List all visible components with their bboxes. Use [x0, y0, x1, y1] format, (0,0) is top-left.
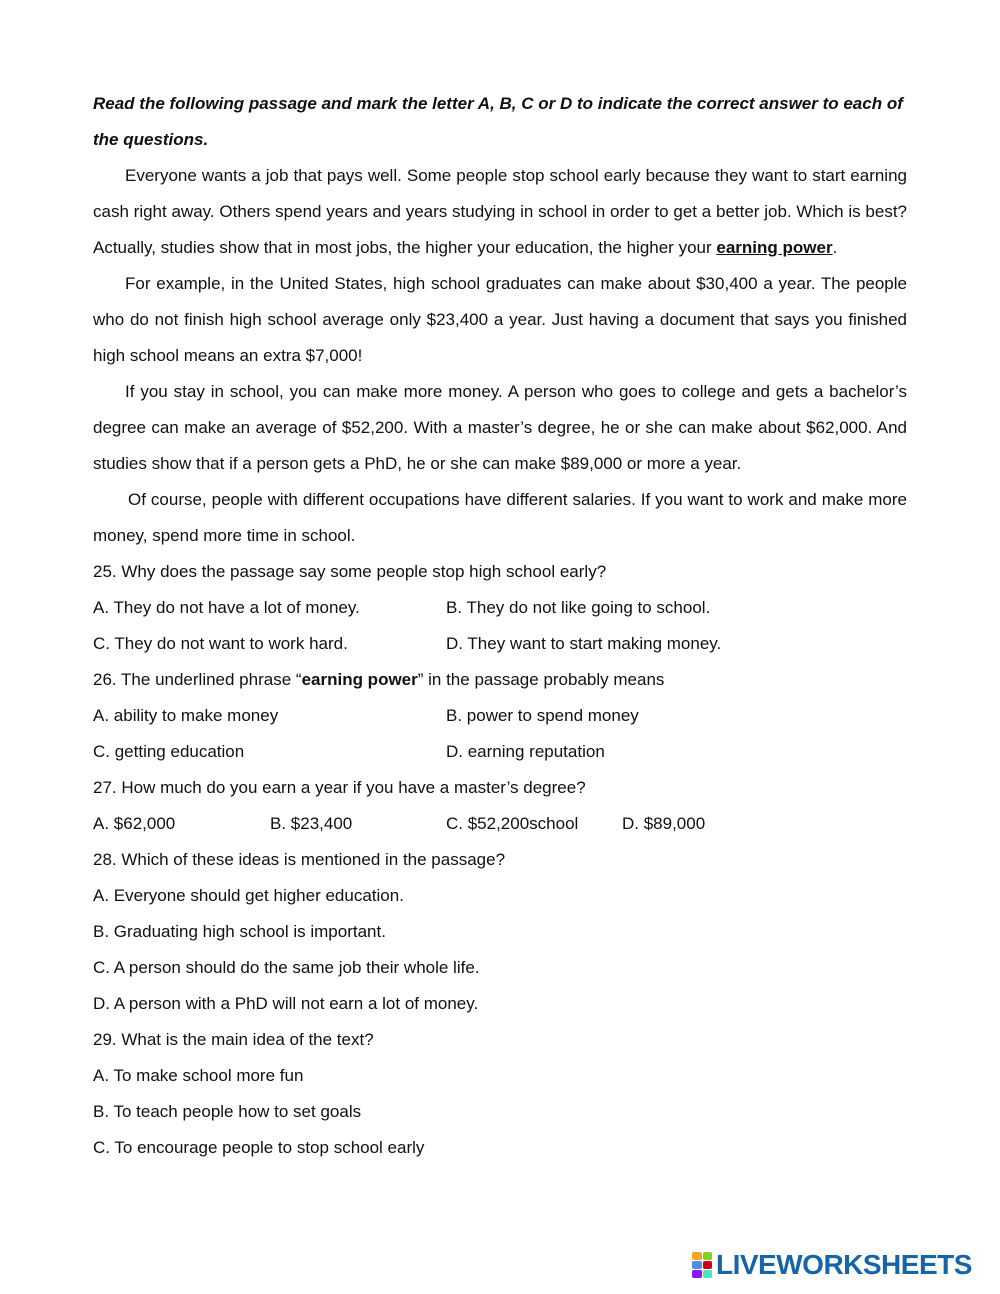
liveworksheets-logo-text: LIVEWORKSHEETS — [716, 1249, 972, 1280]
logo-block-2 — [703, 1252, 713, 1260]
q26-option-b: B. power to spend money — [446, 706, 639, 725]
earning-power-term: earning power — [716, 238, 833, 257]
passage-paragraph-2: For example, in the United States, high school graduates can make about $30,400 a year. The people who do not finish high school average only $23,400 a year. Just having a document that says you finished high school means an extra $7,000! — [93, 274, 907, 365]
q26-stem-end: ” in the passage probably means — [417, 670, 665, 689]
q26-stem-term: earning power — [301, 670, 418, 689]
q26-option-a: A. ability to make money — [93, 706, 279, 725]
logo-block-4 — [703, 1261, 713, 1269]
q28-option-d: D. A person with a PhD will not earn a lot of money. — [93, 994, 479, 1013]
instruction-line-2: the questions. — [93, 130, 209, 149]
q26-option-c: C. getting education — [93, 742, 245, 761]
question-25-stem: 25. Why does the passage say some people stop high school early? — [93, 562, 607, 581]
passage-p1-end: . — [832, 238, 838, 257]
q25-option-a: A. They do not have a lot of money. — [93, 598, 360, 617]
q27-option-d: D. $89,000 — [622, 814, 706, 833]
logo-block-3 — [692, 1261, 702, 1269]
question-28-stem: 28. Which of these ideas is mentioned in the passage? — [93, 850, 506, 869]
question-27-stem: 27. How much do you earn a year if you have a master’s degree? — [93, 778, 586, 797]
logo-block-6 — [703, 1270, 713, 1278]
liveworksheets-logo-icon — [692, 1252, 712, 1278]
question-25-options-row-2 — [93, 626, 907, 662]
instruction-line-1: Read the following passage and mark the letter A, B, C or D to indicate the correct answer to each of — [93, 94, 903, 113]
liveworksheets-logo[interactable] — [692, 1250, 972, 1280]
worksheet-page — [93, 86, 907, 1166]
question-26-options-row-2 — [93, 734, 907, 770]
q29-option-b: B. To teach people how to set goals — [93, 1102, 362, 1121]
q29-option-c: C. To encourage people to stop school early — [93, 1138, 425, 1157]
question-26-stem — [93, 662, 907, 698]
passage-paragraph-4: Of course, people with different occupations have different salaries. If you want to work and make more money, spend more time in school. — [93, 490, 907, 545]
q26-stem-start: 26. The underlined phrase “ — [93, 670, 302, 689]
question-27-options — [93, 806, 907, 842]
q26-option-d: D. earning reputation — [446, 742, 605, 761]
passage-p1-text: Everyone wants a job that pays well. Some people stop school early because they want to start earning cash right away. Others spend years and years studying in school in order to get a better job. Which is best? Actually, studies show that in most jobs, the higher your education, the higher your — [93, 166, 907, 257]
question-25-options-row-1 — [93, 590, 907, 626]
q29-option-a: A. To make school more fun — [93, 1066, 304, 1085]
q28-option-a: A. Everyone should get higher education. — [93, 886, 404, 905]
q25-option-c: C. They do not want to work hard. — [93, 634, 348, 653]
passage-paragraph-1 — [93, 158, 907, 266]
q25-option-d: D. They want to start making money. — [446, 634, 722, 653]
q27-option-c: C. $52,200school — [446, 814, 579, 833]
q28-option-c: C. A person should do the same job their whole life. — [93, 958, 480, 977]
question-29-stem: 29. What is the main idea of the text? — [93, 1030, 374, 1049]
q28-option-b: B. Graduating high school is important. — [93, 922, 386, 941]
instruction — [93, 86, 907, 158]
logo-block-5 — [692, 1270, 702, 1278]
q27-option-a: A. $62,000 — [93, 814, 176, 833]
logo-block-1 — [692, 1252, 702, 1260]
q25-option-b: B. They do not like going to school. — [446, 598, 711, 617]
passage-paragraph-3: If you stay in school, you can make more money. A person who goes to college and gets a bachelor’s degree can make an average of $52,200. With a master’s degree, he or she can make about $62,000. And studies show that if a person gets a PhD, he or she can make $89,000 or more a year. — [93, 382, 907, 473]
q27-option-b: B. $23,400 — [270, 814, 353, 833]
question-26-options-row-1 — [93, 698, 907, 734]
